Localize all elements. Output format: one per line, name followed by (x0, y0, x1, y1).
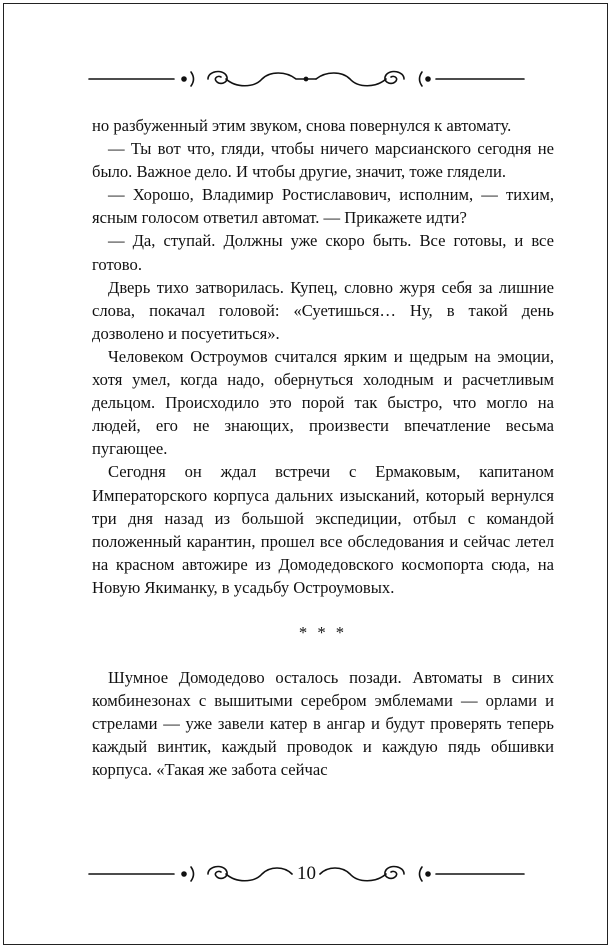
paragraph: но разбуженный этим звуком, снова повернулся к автомату. (92, 116, 512, 135)
scene-separator: * * * (298, 622, 348, 642)
paragraph: — Да, ступай. Должны уже скоро быть. Все готовы, и все готово. (92, 231, 554, 274)
paragraph: Дверь тихо затворилась. Купец, словно журя себя за лишние слова, покачал головой: «Суетишься… Ну, в такой день дозволено и посуетиться». (92, 277, 554, 343)
book-page (3, 3, 608, 945)
paragraph: Человеком Остроумов считался ярким и щедрым на эмоции, хотя умел, когда надо, обернуться холодным и расчетливым дельцом. Происходило это порой так быстро, что могло на людей, его не знающих, произвести впечатление весьма пугающее. (92, 346, 554, 459)
page-number: 10 (297, 863, 316, 884)
paragraph: Шумное Домодедово осталось позади. Автоматы в синих комбинезонах с вышитыми серебром эмблемами — орлами и стрелами — уже завели катер в ангар и будут проверять теперь каждый винтик, каждый проводок и каждую пядь обшивки корпуса. «Такая же забота сейчас (92, 668, 554, 780)
paragraph: — Хорошо, Владимир Ростиславович, исполним, — тихим, ясным голосом ответил автомат. — Прикажете идти? (92, 185, 554, 228)
paragraph: Сегодня он ждал встречи с Ермаковым, капитаном Императорского корпуса дальних изысканий, который вернулся три дня назад из большой экспедиции, отбыл с командой положенный карантин, прошел все обследования и сейчас летел на красном автожире из Домодедовского космопорта сюда, на Новую Якиманку, в усадьбу Остроумовых. (92, 462, 554, 597)
flourish-ornament-icon (4, 64, 608, 94)
paragraph: — Ты вот что, гляди, чтобы ничего марсианского сегодня не было. Важное дело. И чтобы другие, значит, тоже глядели. (92, 139, 554, 182)
body-text (92, 114, 554, 782)
